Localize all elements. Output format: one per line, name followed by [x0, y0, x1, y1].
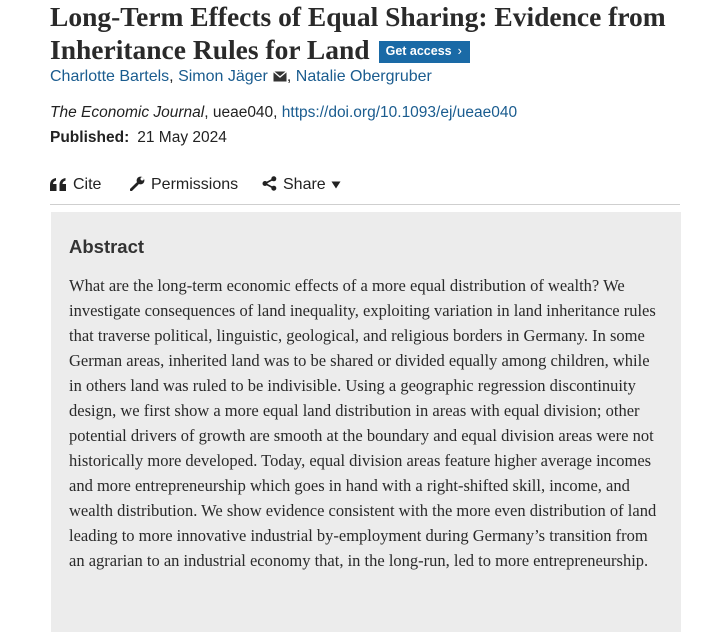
chevron-right-icon: ›: [457, 44, 462, 58]
share-label: Share: [283, 176, 326, 193]
article-toolbar: [50, 174, 680, 205]
author-separator: ,: [286, 68, 296, 85]
citation-line: [50, 102, 517, 124]
published-date: 21 May 2024: [137, 129, 227, 146]
article-id: , ueae040,: [204, 104, 282, 121]
journal-name: The Economic Journal: [50, 104, 205, 121]
doi-link[interactable]: https://doi.org/10.1093/ej/ueae040: [281, 104, 518, 121]
get-access-button[interactable]: [379, 41, 470, 63]
abstract-text: What are the long-term economic effects of a more equal distribution of wealth? We investigate consequences of land inequality, exploiting variation in land inheritance rules that traverse political, linguistic, geological, and religious borders in Germany. In some German areas, inherited land was to be shared or divided equally among children, while in others land was ruled to be indivisible. Using a geographic regression discontinuity design, we first show a more equal land distribution in areas with equal division; other potential drivers of growth are smooth at the boundary and equal division areas were not historically more developed. Today, equal division areas feature higher average incomes and more entrepreneurship which goes in hand with a right-shifted skill, income, and wealth distribution. We show evidence consistent with the more even distribution of land leading to more innovative industrial by-employment during Germany’s transition from an agrarian to an industrial economy that, in the long-run, led to more entrepreneurship.: [69, 276, 657, 570]
share-icon: [262, 176, 277, 191]
wrench-icon: [130, 176, 145, 191]
published-label: Published:: [50, 129, 130, 146]
mail-icon[interactable]: [273, 67, 287, 89]
author-link[interactable]: Charlotte Bartels: [50, 68, 170, 85]
article-title: [50, 0, 690, 66]
author-separator: ,: [169, 68, 179, 85]
author-list: [50, 66, 432, 89]
get-access-label: Get access: [385, 44, 452, 58]
permissions-label: Permissions: [151, 176, 239, 193]
quote-icon: [50, 178, 67, 191]
caret-down-icon: [331, 181, 341, 189]
author-link[interactable]: Natalie Obergruber: [295, 68, 432, 85]
cite-button[interactable]: [50, 174, 101, 196]
permissions-button[interactable]: [130, 174, 238, 196]
published-date-row: [50, 127, 227, 149]
share-button[interactable]: [262, 174, 341, 196]
abstract-section: [51, 212, 681, 632]
author-link[interactable]: Simon Jäger: [178, 68, 268, 85]
article-title-text: Long-Term Effects of Equal Sharing: Evidence from Inheritance Rules for Land: [50, 1, 666, 65]
abstract-heading: Abstract: [69, 236, 145, 257]
cite-label: Cite: [73, 176, 102, 193]
